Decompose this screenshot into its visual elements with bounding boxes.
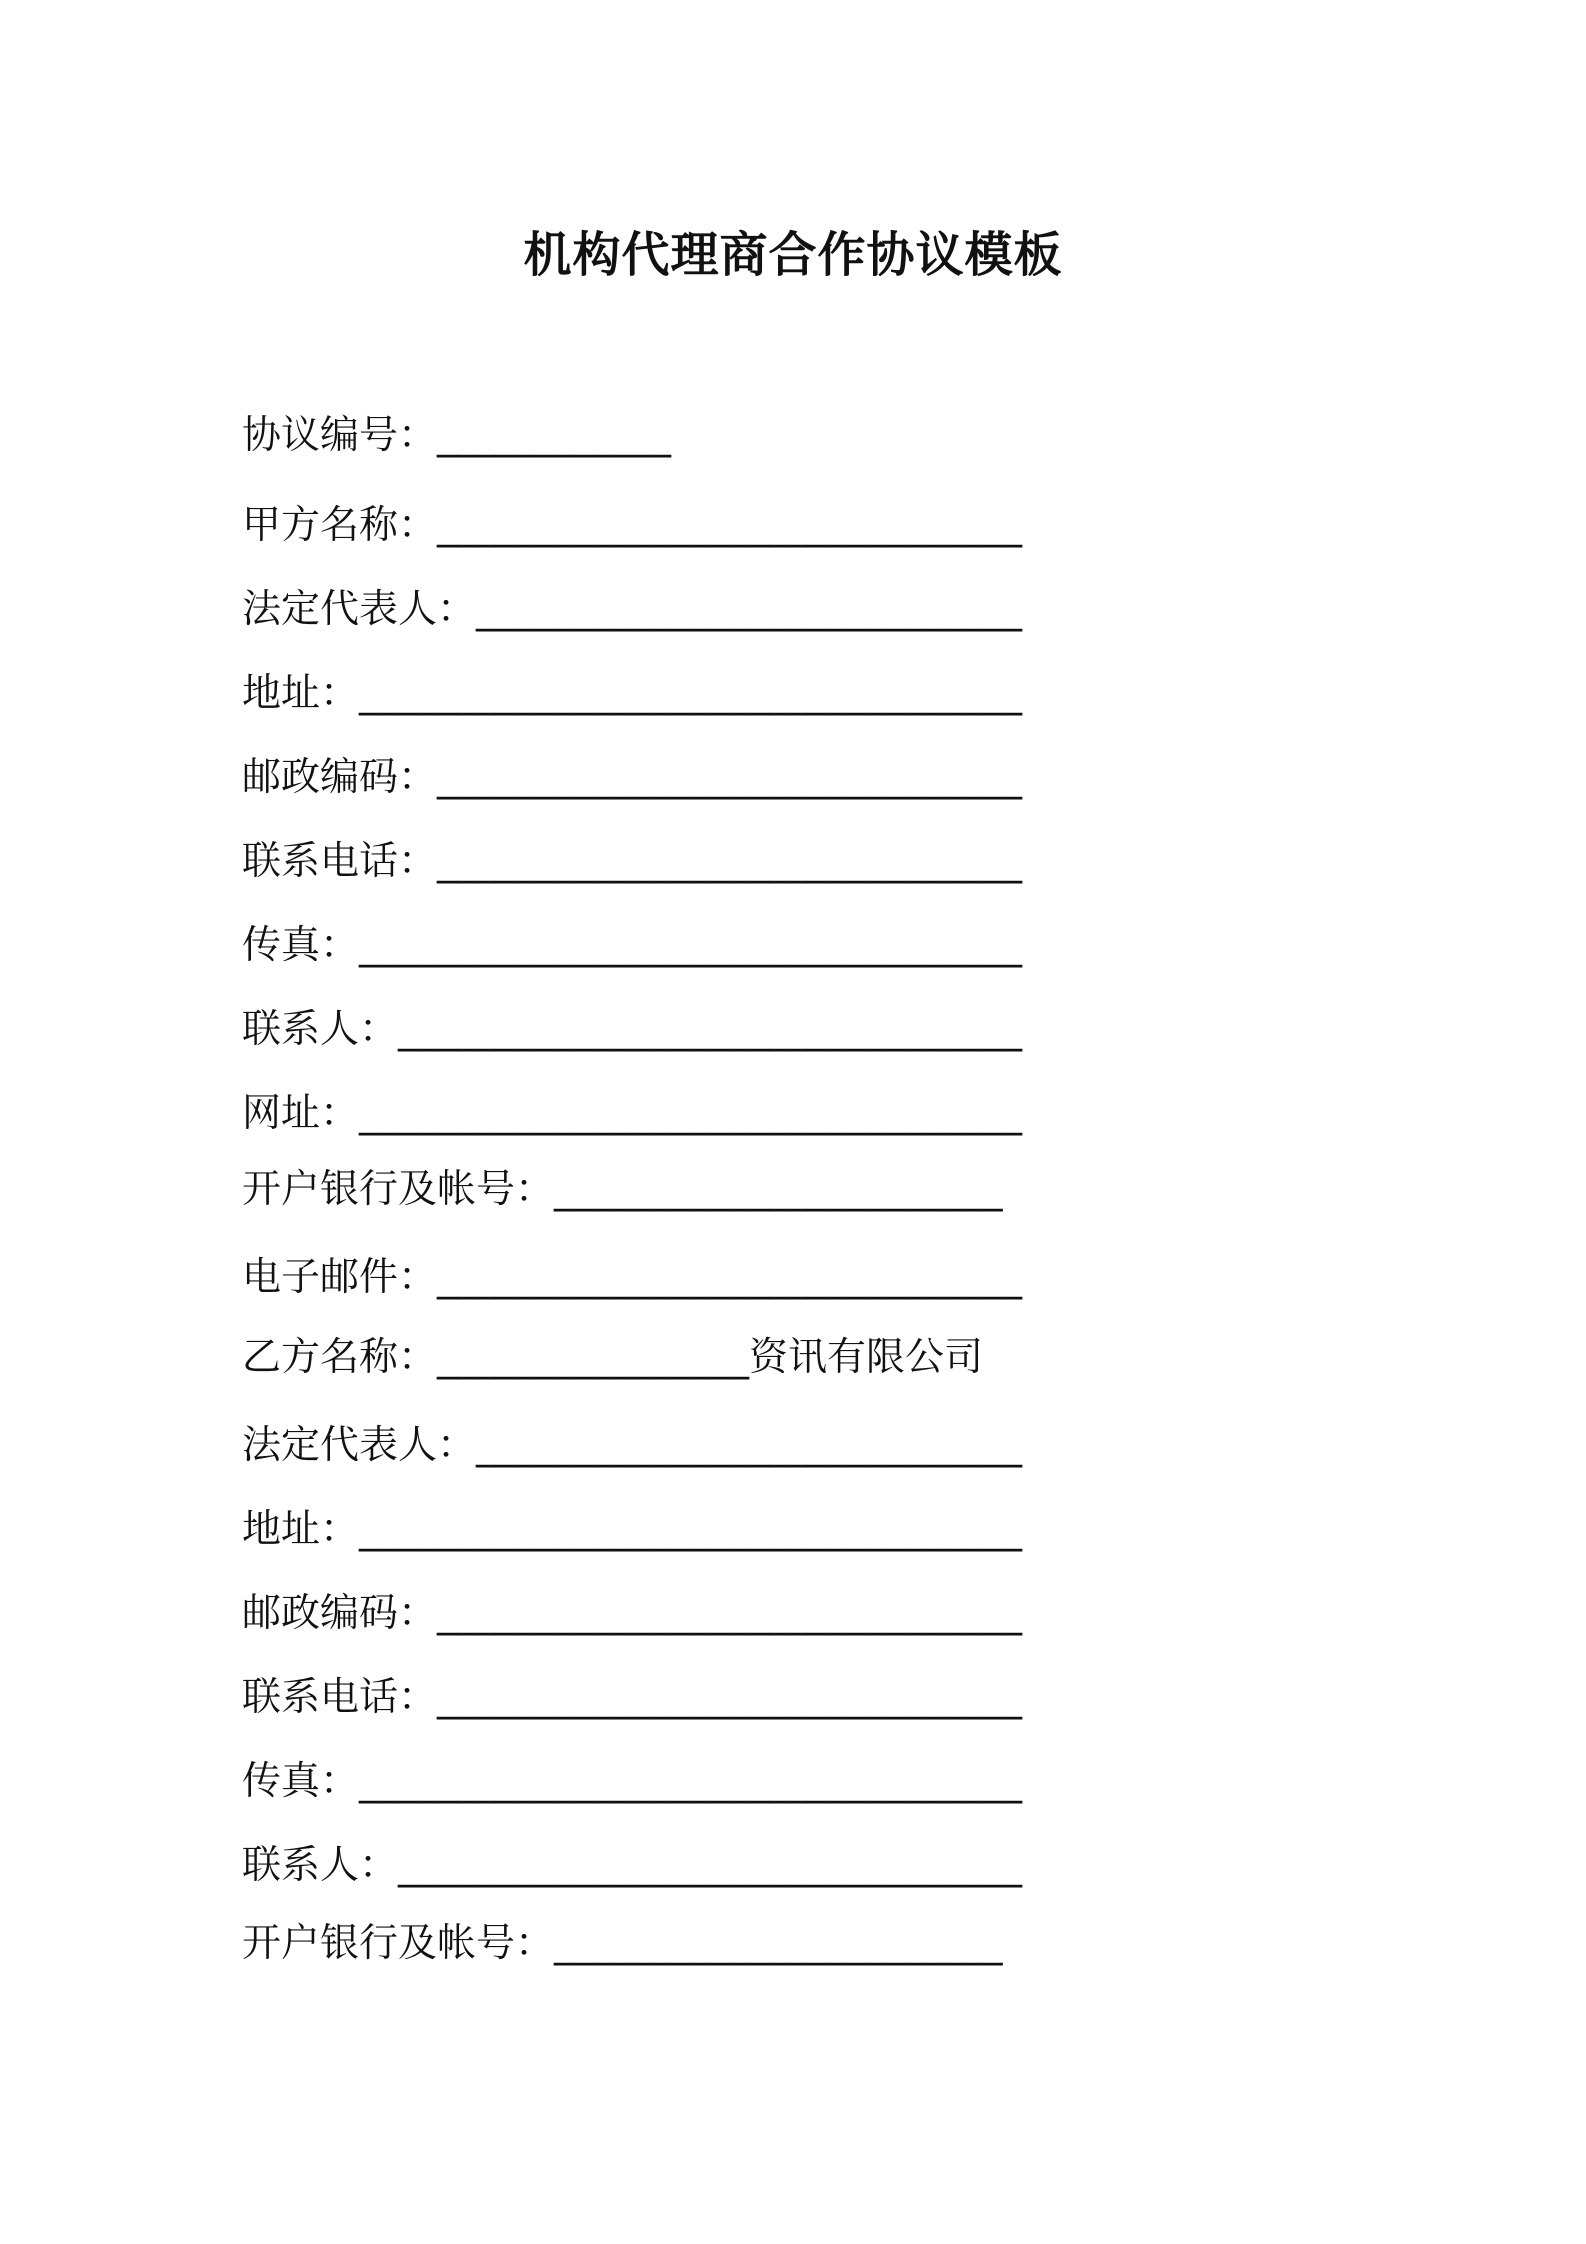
field-blank[interactable]: __________________________________ bbox=[359, 1091, 1023, 1136]
field-blank[interactable]: ____________ bbox=[437, 413, 672, 458]
field-label: 邮政编码： bbox=[242, 1591, 438, 1636]
field-agreement-number bbox=[242, 410, 671, 462]
field-label: 电子邮件： bbox=[242, 1255, 438, 1300]
field-blank[interactable]: _______________________ bbox=[554, 1167, 1003, 1212]
field-blank[interactable]: ________________ bbox=[437, 1335, 750, 1380]
field-blank[interactable]: __________________________________ bbox=[359, 1759, 1023, 1804]
field-blank[interactable]: ______________________________ bbox=[437, 839, 1023, 884]
field-blank[interactable]: __________________________________ bbox=[359, 923, 1023, 968]
field-blank[interactable]: ________________________________ bbox=[398, 1007, 1023, 1052]
field-label: 法定代表人： bbox=[242, 587, 477, 632]
field-label: 开户银行及帐号： bbox=[242, 1167, 555, 1212]
field-blank[interactable]: ____________________________ bbox=[476, 1423, 1023, 1468]
field-label: 邮政编码： bbox=[242, 755, 438, 800]
field-blank[interactable]: ________________________________ bbox=[398, 1843, 1023, 1888]
field-label: 联系电话： bbox=[242, 1675, 438, 1720]
field-label: 法定代表人： bbox=[242, 1423, 477, 1468]
field-party-a-website bbox=[242, 1088, 1022, 1140]
field-party-a-address bbox=[242, 668, 1022, 720]
field-party-b-phone bbox=[242, 1672, 1022, 1724]
field-blank[interactable]: __________________________________ bbox=[359, 1507, 1023, 1552]
field-party-b-name bbox=[242, 1332, 983, 1384]
field-party-a-postcode bbox=[242, 752, 1022, 804]
field-party-a-phone bbox=[242, 836, 1022, 888]
field-suffix: 资讯有限公司 bbox=[749, 1335, 984, 1380]
field-party-b-contact bbox=[242, 1840, 1022, 1892]
field-label: 开户银行及帐号： bbox=[242, 1921, 555, 1966]
field-label: 协议编号： bbox=[242, 413, 438, 458]
field-blank[interactable]: ______________________________ bbox=[437, 1675, 1023, 1720]
field-label: 乙方名称： bbox=[242, 1335, 438, 1380]
field-party-a-contact bbox=[242, 1004, 1022, 1056]
field-party-a-email bbox=[242, 1252, 1022, 1304]
field-blank[interactable]: _______________________ bbox=[554, 1921, 1003, 1966]
field-label: 地址： bbox=[242, 1507, 360, 1552]
field-blank[interactable]: ______________________________ bbox=[437, 755, 1023, 800]
field-label: 地址： bbox=[242, 671, 360, 716]
field-party-a-bank-account bbox=[242, 1164, 1003, 1216]
field-party-a-legal-rep bbox=[242, 584, 1022, 636]
field-party-b-bank-account bbox=[242, 1918, 1003, 1970]
field-blank[interactable]: ______________________________ bbox=[437, 1255, 1023, 1300]
field-blank[interactable]: __________________________________ bbox=[359, 671, 1023, 716]
field-party-a-fax bbox=[242, 920, 1022, 972]
field-blank[interactable]: ______________________________ bbox=[437, 503, 1023, 548]
field-party-a-name bbox=[242, 500, 1022, 552]
field-label: 传真： bbox=[242, 923, 360, 968]
field-label: 联系电话： bbox=[242, 839, 438, 884]
field-party-b-fax bbox=[242, 1756, 1022, 1808]
field-label: 传真： bbox=[242, 1759, 360, 1804]
field-label: 甲方名称： bbox=[242, 503, 438, 548]
document-title: 机构代理商合作协议模板 bbox=[523, 227, 1063, 283]
field-label: 网址： bbox=[242, 1091, 360, 1136]
field-blank[interactable]: ______________________________ bbox=[437, 1591, 1023, 1636]
field-party-b-legal-rep bbox=[242, 1420, 1022, 1472]
field-blank[interactable]: ____________________________ bbox=[476, 587, 1023, 632]
field-label: 联系人： bbox=[242, 1007, 399, 1052]
field-label: 联系人： bbox=[242, 1843, 399, 1888]
field-party-b-address bbox=[242, 1504, 1022, 1556]
field-party-b-postcode bbox=[242, 1588, 1022, 1640]
